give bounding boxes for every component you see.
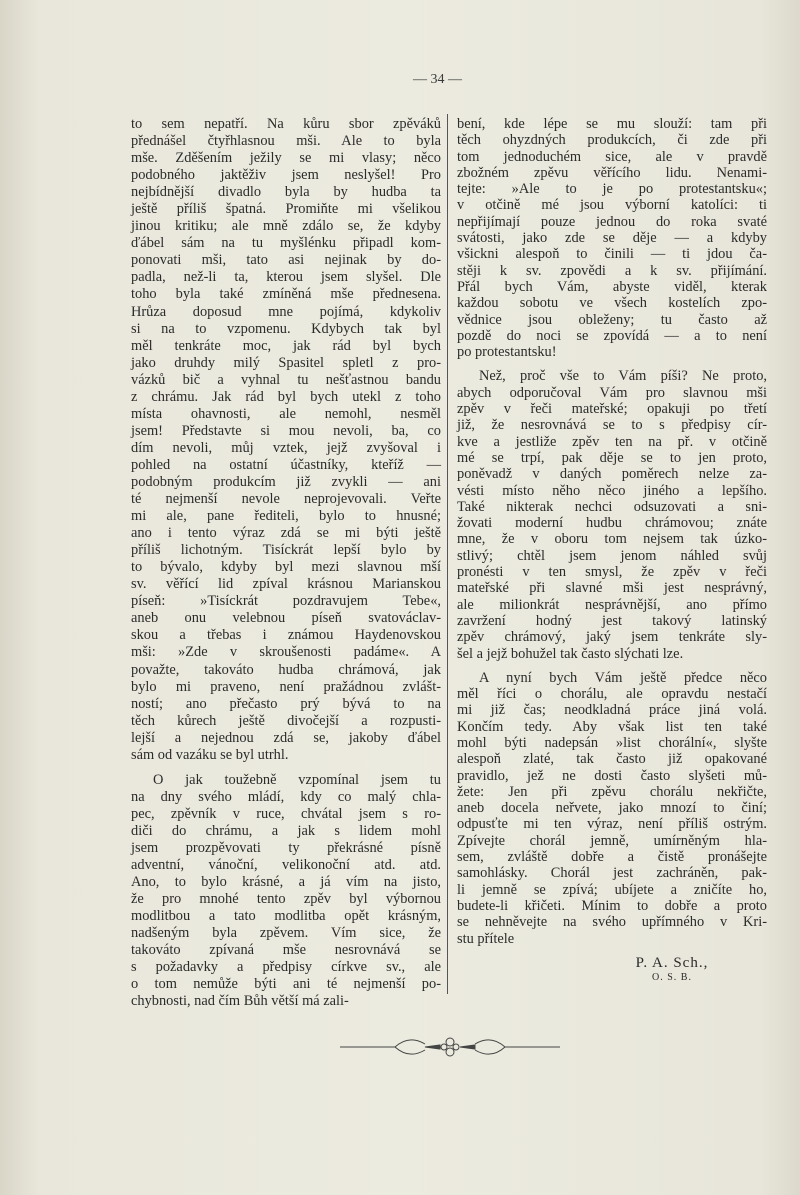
text-line: šel a jejž bohužel tak často slýchati lze. (457, 645, 684, 662)
text-line: měl říci o chorálu, ale opravdu nestačí (457, 686, 767, 703)
text-line: žovati moderní hudbu chrámovou; znáte (457, 515, 767, 532)
text-line: již, že nesrovnává se to s předpisy cír- (457, 417, 767, 434)
text-line: že pro mnohé tento zpěv byl výbornou (131, 891, 441, 908)
text-line: mši: »Zde v skroušenosti padáme«. A (131, 644, 441, 661)
text-line: mi ale, pane řediteli, bylo to hnusné; (131, 508, 441, 525)
text-line: mé se trpí, pak děje se to jen proto, (457, 449, 767, 466)
text-line: li jemně se zpívá; ubíjete a zničíte ho, (457, 881, 767, 898)
text-line: těch kůrech ještě divočejší a rozpusti- (131, 712, 441, 729)
text-line: zbožném zpěvu věřícího lidu. Nenami- (457, 164, 767, 181)
text-line: diči do chrámu, a jak s lidem mohl (131, 822, 441, 839)
text-line: podobného jaktěživ jsem neslyšel! Pro (131, 167, 441, 184)
page-number: — 34 — (413, 72, 462, 87)
text-line: z chrámu. Jak rád byl bych utekl z toho (131, 388, 441, 405)
text-line: sv. věřící lid zpíval krásnou Marianskou (131, 576, 441, 593)
text-line: ještě příliš špatná. Promiňte mi všelikou (131, 201, 441, 218)
text-line: bení, kde lépe se mu slouží: tam při (457, 116, 767, 132)
text-line: pozdě do noci se zpovídá — a to není (457, 327, 767, 344)
signature-order: O. S. B. (652, 971, 692, 983)
text-line: vésti místo něho něco jiného a lepšího. (457, 482, 767, 499)
text-line: nadšeným byla zpěvem. Vím sice, že (131, 925, 441, 942)
text-line: jako druhdy milý Spasitel spletl z pro- (131, 354, 441, 371)
text-line: na dny svého mládí, kdy co malý chla- (131, 788, 441, 805)
text-line: budete-li křičeti. Mínim to dobře a proto (457, 897, 767, 914)
text-line: to sem nepatří. Na kůru sbor zpěváků (131, 116, 441, 132)
text-line: každou sobotu ve všech kostelích zpo- (457, 295, 767, 312)
text-line: stlivý; chtěl jsem jenom náhled svůj (457, 547, 767, 564)
text-line: té nejmenší nevole neprojevovali. Veřte (131, 491, 441, 508)
text-line: těch ohyzdných produkcích, či zde při (457, 132, 767, 149)
text-line: Zpívejte chorál jemně, umírněným hla- (457, 832, 767, 849)
text-line: o tom nemůže býti ani té nejmenší po- (131, 976, 441, 993)
text-line: ale milionkrát nesprávnější, ano přímo (457, 596, 767, 613)
text-line: vědnice jsou obleženy; tu často až (457, 311, 767, 328)
text-line: mi již čas; neodkladná práce jiná volá. (457, 702, 767, 719)
text-line: pravidlo, jež ne dosti často slyšeti mů- (457, 767, 767, 784)
text-line: poněvadž v daných poměrech nelze za- (457, 466, 767, 483)
text-line: Přál bych Vám, abyste viděl, kterak (457, 278, 767, 295)
text-line: abych odporučoval Vám pro slavnou mši (457, 384, 767, 401)
right-paragraphs (457, 116, 767, 947)
text-line: vázků bič a vyhnal tu nešťastnou bandu (131, 371, 441, 388)
text-line: si na to vzpomenu. Kdybych tak byl (131, 320, 441, 337)
text-line: místa ohavnosti, ale nemohl, nesměl (131, 405, 441, 422)
ornament-divider-icon (340, 1034, 560, 1065)
text-line: jsem! Představte si mou nevoli, ba, co (131, 422, 441, 439)
text-line: s požadavky a předpisy církve sv., ale (131, 959, 441, 976)
text-line: nejbídnější divadlo byla by hudba ta (131, 184, 441, 201)
right-column (457, 116, 767, 983)
paragraph (131, 116, 441, 764)
column-divider (447, 114, 448, 994)
text-line: tejte: »Ale to je po protestantsku«; (457, 181, 767, 198)
text-line: lejší a nejednou zdá se, jakoby ďábel (131, 729, 441, 746)
text-line: takováto zpívaná mše nesrovnává se (131, 942, 441, 959)
text-line: stu přítele (457, 930, 515, 947)
text-line: to bývalo, kdyby byl mezi slavnou mší (131, 559, 441, 576)
text-line: zavržení hodný jest takový latinský (457, 612, 767, 629)
text-line: mohl býti nadepsán »list chorální«, slyšte (457, 734, 767, 751)
signature (607, 955, 737, 983)
text-line: Než, proč vše to Vám píši? Ne proto, (479, 368, 767, 385)
signature-name: P. A. Sch., (635, 954, 709, 971)
paragraph (457, 670, 767, 947)
text-line: Hrůza doposud mne pojímá, kdykoliv (131, 303, 441, 320)
text-line: ano i tento výraz zdá se mi býti ještě (131, 525, 441, 542)
text-line: jsem prozpěvovati ty překrásné písně (131, 839, 441, 856)
text-line: stěji k sv. zpovědi a k sv. přijímání. (457, 262, 767, 279)
text-line: pec, zpěvník v ruce, chvátal jsem s ro- (131, 805, 441, 822)
text-line: podobným produkcím již zvykli — ani (131, 473, 441, 490)
text-line: skou a třebas i známou Haydenovskou (131, 627, 441, 644)
text-line: A nyní bych Vám ještě předce něco (479, 669, 767, 686)
text-line: bylo mi praveno, není pražádnou zvlášt- (131, 678, 441, 695)
text-line: zpěv chrámový, jaký jsem tenkráte sly- (457, 629, 767, 646)
paragraph (131, 772, 441, 1011)
text-line: aneb docela neřvete, jako mnozí to činí; (457, 800, 767, 817)
text-line: ností; ano přečasto prý bývá to na (131, 695, 441, 712)
text-line: Ano, to bylo krásné, a já vím na jisto, (131, 874, 441, 891)
text-line: pohled na ostatní účastníky, kteříž — (131, 456, 441, 473)
text-line: mateřské při slavné mši jest nesprávný, (457, 580, 767, 597)
text-line: toho byla také zmíněná mše přednesena. (131, 286, 441, 303)
text-line: po protestantsku! (457, 344, 557, 361)
text-line: žete: Jen při zpěvu chorálu nekřičte, (457, 783, 767, 800)
text-line: všickni alespoň to činili — ti jdou ča- (457, 246, 767, 263)
text-line: mne, že v oboru tom nejsem tak úzko- (457, 531, 767, 548)
text-line: kve a jestliže zpěv ten na př. v otčině (457, 433, 767, 450)
left-column (131, 116, 441, 1018)
text-line: se nehněvejte na svého upřímného v Kri- (457, 914, 767, 931)
text-line: jinou kritiku; ale mně zdálo se, že kdyby (131, 218, 441, 235)
text-line: považte, takováto hudba chrámová, jak (131, 661, 441, 678)
text-line: Také nikterak nechci odsuzovati a sni- (457, 498, 767, 515)
text-line: samohlásky. Chorál jest zachráněn, pak- (457, 865, 767, 882)
text-line: nepřijímají pouze jednou do roka svaté (457, 213, 767, 230)
text-line: alespoň zlaté, tak často již opakované (457, 751, 767, 768)
paragraph (457, 116, 767, 360)
text-line: tom jednoduchém sice, ale v pravdě (457, 148, 767, 165)
text-line: modlitbou a tato modlitba opět krásným, (131, 908, 441, 925)
text-line: měl tenkráte moc, jak rád byl bych (131, 337, 441, 354)
text-line: O jak toužebně vzpomínal jsem tu (153, 771, 441, 788)
text-line: odpusťte mi ten výraz, není příliš ostrým. (457, 816, 767, 833)
text-line: pronésti v ten smysl, že zpěv v řeči (457, 564, 767, 581)
text-line: Končím tedy. Aby však list ten také (457, 718, 767, 735)
text-line: svátosti, jako zde se děje — a kdyby (457, 230, 767, 247)
paragraph (457, 368, 767, 661)
text-line: v otčině mé jsou výborní katolíci: ti (457, 197, 767, 214)
text-line: aneb onu velebnou píseň svatováclav- (131, 610, 441, 627)
text-line: mše. Zděšením ježily se mi vlasy; něco (131, 150, 441, 167)
text-line: chybnosti, nad čím Bůh větší má zali- (131, 993, 349, 1010)
text-line: zpěv v řeči mateřské; opakuji po třetí (457, 401, 767, 418)
text-line: přednášel čtyřhlasnou mši. Ale to byla (131, 133, 441, 150)
text-line: píseň: »Tisíckrát pozdravujem Tebe«, (131, 593, 441, 610)
text-line: padla, než-li ta, kterou jsem slyšel. Dle (131, 269, 441, 286)
text-line: ďábel sám na tu myšlénku připadl kom- (131, 235, 441, 252)
text-line: sem, zvláště dobře a čistě pronášejte (457, 849, 767, 866)
text-line: dím nevoli, můj vztek, jejž zvyšoval i (131, 439, 441, 456)
text-line: sám od vazáku se byl utrhl. (131, 746, 289, 763)
text-line: adventní, vánoční, velikonoční atd. atd. (131, 857, 441, 874)
text-line: příliš lichotným. Tisíckrát lepší bylo by (131, 542, 441, 559)
text-line: ponovati mši, tato asi nejinak by do- (131, 252, 441, 269)
